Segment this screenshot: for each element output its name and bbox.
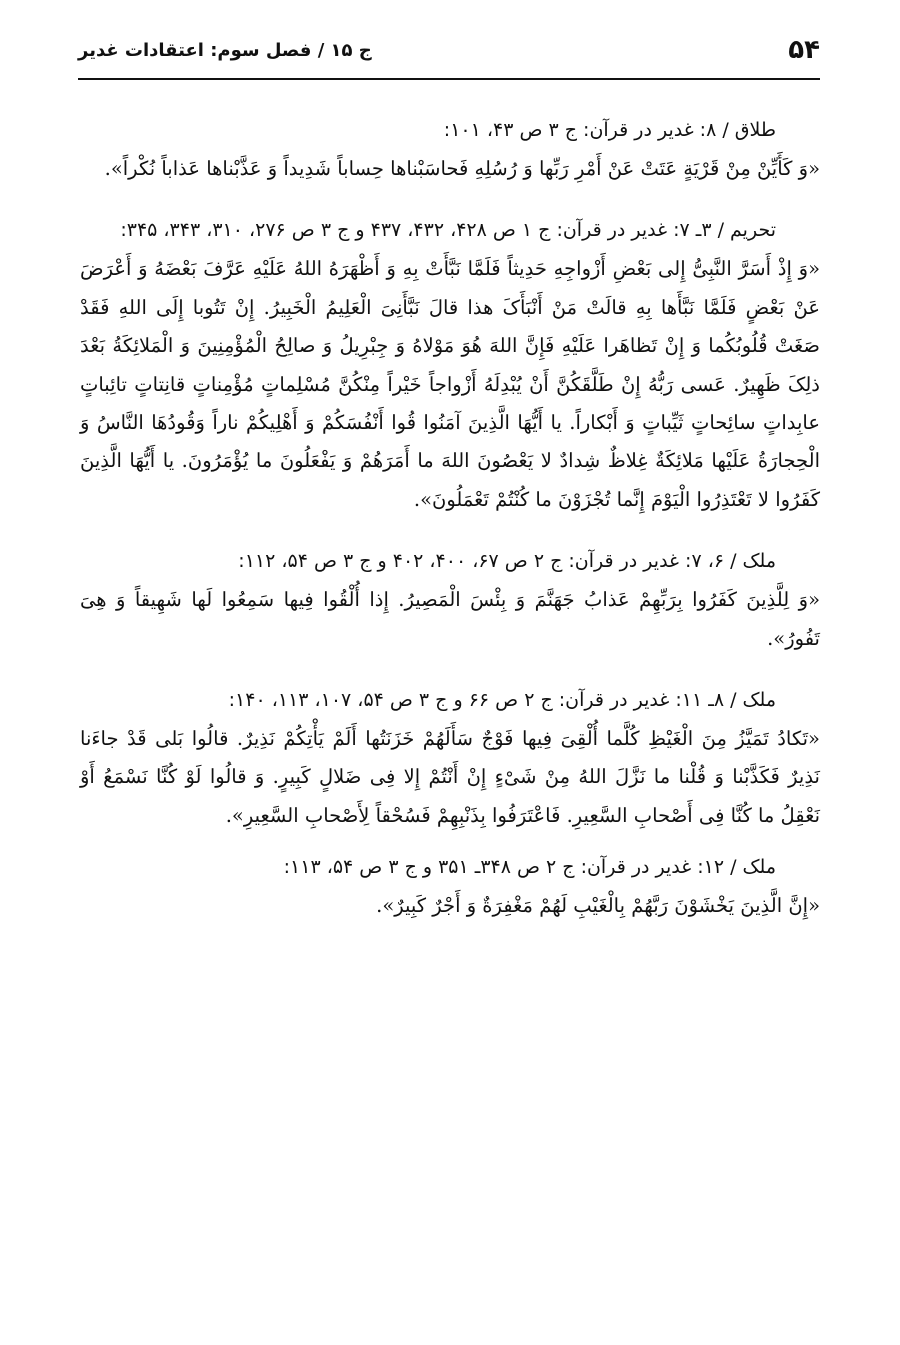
page-number: ۵۴	[788, 35, 820, 65]
verse-text: «وَ لِلَّذِینَ کَفَرُوا بِرَبِّهِمْ عَذابُ جَهَنَّمَ وَ بِئْسَ الْمَصِیرُ. إِذا أُلْقُوا فِیها سَمِعُوا لَها شَهِیقاً وَ هِیَ تَفُورُ».	[80, 588, 820, 650]
entry-talaq	[80, 110, 820, 188]
entry-mulk-8-11	[80, 680, 820, 835]
reference-line: ملک / ۸ـ ۱۱: غدیر در قرآن: ج ۲ ص ۶۶ و ج ۳ ص ۵۴، ۱۰۷، ۱۱۳، ۱۴۰:	[228, 689, 776, 712]
header-divider	[78, 78, 820, 80]
entry-mulk-12	[80, 847, 820, 925]
entry-mulk-6-7	[80, 541, 820, 658]
page-body	[80, 110, 820, 926]
entry-tahrim	[80, 210, 820, 519]
verse-text: «وَ کَأَیِّنْ مِنْ قَرْیَةٍ عَتَتْ عَنْ أَمْرِ رَبِّها وَ رُسُلِهِ فَحاسَبْناها حِساباً شَدِیداً وَ عَذَّبْناها عَذاباً نُکْراً».	[104, 157, 820, 180]
reference-line: ملک / ۱۲: غدیر در قرآن: ج ۲ ص ۳۴۸ـ ۳۵۱ و ج ۳ ص ۵۴، ۱۱۳:	[283, 856, 776, 879]
verse-text: «وَ إِذْ أَسَرَّ النَّبِیُّ إِلی بَعْضِ أَزْواجِهِ حَدِیثاً فَلَمَّا نَبَّأَتْ بِهِ وَ أَظْهَرَهُ اللهُ عَلَیْهِ عَرَّفَ بَعْضَهُ وَ أَعْرَضَ عَنْ بَعْضٍ فَلَمَّا نَبَّأَها بِهِ قالَتْ مَنْ أَنْبَأَکَ هذا قالَ نَبَّأَنِیَ الْعَلِیمُ الْخَبِیرُ. إِنْ تَتُوبا إِلَی اللهِ فَقَدْ صَغَتْ قُلُوبُکُما وَ إِنْ تَظاهَرا عَلَیْهِ فَإِنَّ اللهَ هُوَ مَوْلاهُ وَ جِبْرِیلُ وَ صالِحُ الْمُؤْمِنِینَ وَ الْمَلائِکَةُ بَعْدَ ذلِکَ ظَهِیرٌ. عَسی رَبُّهُ إِنْ طَلَّقَکُنَّ أَنْ یُبْدِلَهُ أَزْواجاً خَیْراً مِنْکُنَّ مُسْلِماتٍ مُؤْمِناتٍ قانِتاتٍ تائِباتٍ عابِداتٍ سائِحاتٍ ثَیِّباتٍ وَ أَبْکاراً. یا أَیُّهَا الَّذِینَ آمَنُوا قُوا أَنْفُسَکُمْ وَ أَهْلِیکُمْ ناراً وَقُودُهَا النَّاسُ وَ الْحِجارَةُ عَلَیْها مَلائِکَةٌ غِلاظٌ شِدادٌ لا یَعْصُونَ اللهَ ما أَمَرَهُمْ وَ یَفْعَلُونَ ما یُؤْمَرُونَ. یا أَیُّهَا الَّذِینَ کَفَرُوا لا تَعْتَذِرُوا الْیَوْمَ إِنَّما تُجْزَوْنَ ما کُنْتُمْ تَعْمَلُونَ».	[80, 257, 820, 511]
reference-line: تحریم / ۳ـ ۷: غدیر در قرآن: ج ۱ ص ۴۲۸، ۴۳۲، ۴۳۷ و ج ۳ ص ۲۷۶، ۳۱۰، ۳۴۳، ۳۴۵:	[120, 219, 776, 242]
verse-text: «تَکادُ تَمَیَّزُ مِنَ الْغَیْظِ کُلَّما أُلْقِیَ فِیها فَوْجٌ سَأَلَهُمْ خَزَنَتُها أَلَمْ یَأْتِکُمْ نَذِیرٌ. قالُوا بَلی قَدْ جاءَنا نَذِیرٌ فَکَذَّبْنا وَ قُلْنا ما نَزَّلَ اللهُ مِنْ شَیْءٍ إِنْ أَنْتُمْ إِلا فِی ضَلالٍ کَبِیرٍ. وَ قالُوا لَوْ کُنَّا نَسْمَعُ أَوْ نَعْقِلُ ما کُنَّا فِی أَصْحابِ السَّعِیرِ. فَاعْتَرَفُوا بِذَنْبِهِمْ فَسُحْقاً لِأَصْحابِ السَّعِیرِ».	[80, 727, 820, 827]
reference-line: طلاق / ۸: غدیر در قرآن: ج ۳ ص ۴۳، ۱۰۱:	[443, 119, 776, 141]
running-title: ج ۱۵ / فصل سوم: اعتقادات غدیر	[78, 40, 372, 61]
verse-text: «إِنَّ الَّذِینَ یَخْشَوْنَ رَبَّهُمْ بِالْغَیْبِ لَهُمْ مَغْفِرَةٌ وَ أَجْرٌ کَبِیرٌ».	[376, 894, 820, 918]
page-header	[78, 32, 820, 72]
reference-line: ملک / ۶، ۷: غدیر در قرآن: ج ۲ ص ۶۷، ۴۰۰، ۴۰۲ و ج ۳ ص ۵۴، ۱۱۲:	[238, 550, 776, 573]
